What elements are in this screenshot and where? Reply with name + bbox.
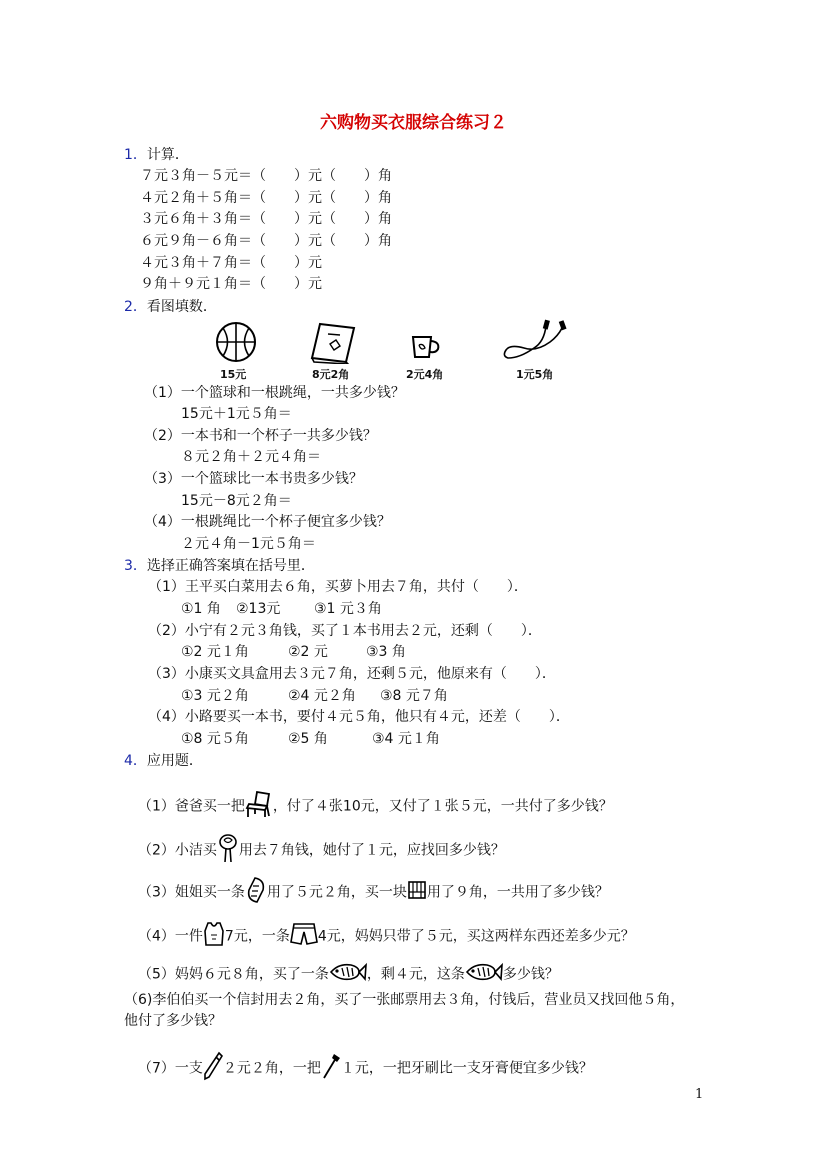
- q4-problem-6-line2: 他付了多少钱？: [124, 1013, 222, 1029]
- shorts-icon: [290, 922, 318, 951]
- q3-number: 3．: [124, 558, 147, 574]
- q3-sub-question: （4）小路要买一本书，要付４元５角，他只有４元，还差（ ）．: [148, 709, 570, 725]
- q3-sub-question: （3）小康买文具盒用去３元７角，还剩５元，他原来有（ ）．: [148, 666, 556, 682]
- q4-problem-1: [138, 790, 613, 823]
- q1-line: ３元６角＋３角＝（ ）元（ ）角: [140, 211, 392, 227]
- q3-option: ②2 元: [288, 644, 328, 660]
- q4-p3-text-c: 用了９角，一共用了多少钱？: [426, 884, 609, 901]
- q3-option: ③4 元１角: [372, 731, 440, 747]
- q1-title: 计算．: [146, 147, 189, 163]
- page-number: 1: [695, 1087, 704, 1102]
- q4-p3-text-a: （3）姐姐买一条: [138, 884, 245, 901]
- q3-option: ①2 元１角: [181, 644, 249, 660]
- towel-icon: [245, 876, 267, 909]
- q4-problem-7: [138, 1051, 593, 1086]
- q3-option: ②4 元２角: [288, 688, 356, 704]
- cup-price: 2元4角: [406, 368, 444, 381]
- q2-sub-question: （1）一个篮球和一根跳绳，一共多少钱？: [144, 385, 405, 401]
- q2-sub-question: （4）一根跳绳比一个杯子便宜多少钱？: [144, 514, 391, 530]
- q2-header: [124, 298, 217, 316]
- q3-option: ③8 元７角: [380, 688, 448, 704]
- q4-p4-text-c: 4元，妈妈只带了５元，买这两样东西还差多少元？: [317, 928, 635, 945]
- q4-title: 应用题．: [146, 753, 203, 769]
- q3-option: ③1 元３角: [314, 601, 382, 617]
- book-price: 8元2角: [312, 368, 350, 381]
- q2-title: 看图填数．: [146, 299, 217, 315]
- vest-icon: [203, 921, 225, 952]
- q4-p5-text-b: ，剩４元，这条: [366, 966, 465, 983]
- q1-line: ４元３角＋７角＝（ ）元: [140, 255, 322, 271]
- q4-p5-text-c: 多少钱？: [502, 966, 559, 983]
- fish-icon: [329, 961, 367, 988]
- q3-option: ②13元: [236, 601, 281, 617]
- soap-icon: [407, 880, 427, 905]
- toothbrush-icon: [321, 1052, 341, 1085]
- fish-icon: [465, 961, 503, 988]
- q2-sub-expression: 15元－8元２角＝: [181, 493, 292, 509]
- q4-problem-5: [138, 961, 559, 988]
- q4-p2-text-a: （2）小洁买: [138, 842, 217, 859]
- q1-line: ６元９角－６角＝（ ）元（ ）角: [140, 233, 392, 249]
- jump-rope-price: 1元5角: [516, 368, 554, 381]
- q1-line: ９角＋９元１角＝（ ）元: [140, 276, 322, 292]
- q3-sub-question: （1）王平买白菜用去６角，买萝卜用去７角，共付（ ）．: [148, 579, 528, 595]
- q4-problem-4: [138, 921, 635, 952]
- q2-number: 2．: [124, 299, 147, 315]
- toothpaste-icon: [203, 1051, 223, 1086]
- q3-header: [124, 557, 315, 575]
- q3-option: ①8 元５角: [181, 731, 249, 747]
- q3-option: ①1 角: [181, 601, 221, 617]
- q1-number: 1．: [124, 147, 147, 163]
- cup-icon: [410, 333, 442, 365]
- q4-p7-text-c: １元，一把牙刷比一支牙膏便宜多少钱？: [340, 1060, 593, 1077]
- q2-sub-question: （3）一个篮球比一本书贵多少钱？: [144, 471, 363, 487]
- q4-p2-text-b: 用去７角钱，她付了１元，应找回多少钱？: [238, 842, 505, 859]
- q4-p1-text-b: ，付了４张10元，又付了１张５元，一共付了多少钱？: [272, 798, 613, 815]
- q4-problem-3: [138, 876, 609, 909]
- q4-p4-text-b: 7元，一条: [224, 928, 290, 945]
- q1-header: [124, 146, 189, 164]
- q4-p1-text-a: （1）爸爸买一把: [138, 798, 245, 815]
- q2-sub-expression: 15元＋1元５角＝: [181, 406, 292, 422]
- page-title: 六购物买衣服综合练习２: [320, 113, 507, 133]
- q3-option: ③3 角: [366, 644, 406, 660]
- q4-problem-6-line1: （6)李伯伯买一个信封用去２角，买了一张邮票用去３角，付钱后，营业员又找回他５角，: [124, 992, 685, 1008]
- q4-p7-text-a: （7）一支: [138, 1060, 203, 1077]
- q3-option: ①3 元２角: [181, 688, 249, 704]
- q3-title: 选择正确答案填在括号里．: [146, 558, 315, 574]
- chair-icon: [245, 790, 273, 823]
- q2-sub-expression: ８元２角＋２元４角＝: [181, 449, 321, 465]
- q3-sub-question: （2）小宁有２元３角钱，买了１本书用去２元，还剩（ ）．: [148, 623, 542, 639]
- q4-number: 4．: [124, 753, 147, 769]
- jump-rope-icon: [500, 318, 572, 370]
- q4-p5-text-a: （5）妈妈６元８角，买了一条: [138, 966, 329, 983]
- q1-line: ７元３角－５元＝（ ）元（ ）角: [140, 168, 392, 184]
- q1-line: ４元２角＋５角＝（ ）元（ ）角: [140, 190, 392, 206]
- basketball-icon: [214, 320, 258, 368]
- book-icon: [310, 322, 356, 368]
- basketball-price: 15元: [220, 368, 247, 381]
- q4-p3-text-b: 用了５元２角，买一块: [266, 884, 407, 901]
- q4-header: [124, 752, 203, 770]
- q2-sub-question: （2）一本书和一个杯子一共多少钱？: [144, 428, 377, 444]
- q3-option: ②5 角: [288, 731, 328, 747]
- q4-p4-text-a: （4）一件: [138, 928, 203, 945]
- hair-clip-icon: [217, 833, 239, 868]
- q2-sub-expression: ２元４角－1元５角＝: [181, 536, 316, 552]
- q4-p7-text-b: ２元２角，一把: [222, 1060, 321, 1077]
- q4-problem-2: [138, 833, 505, 868]
